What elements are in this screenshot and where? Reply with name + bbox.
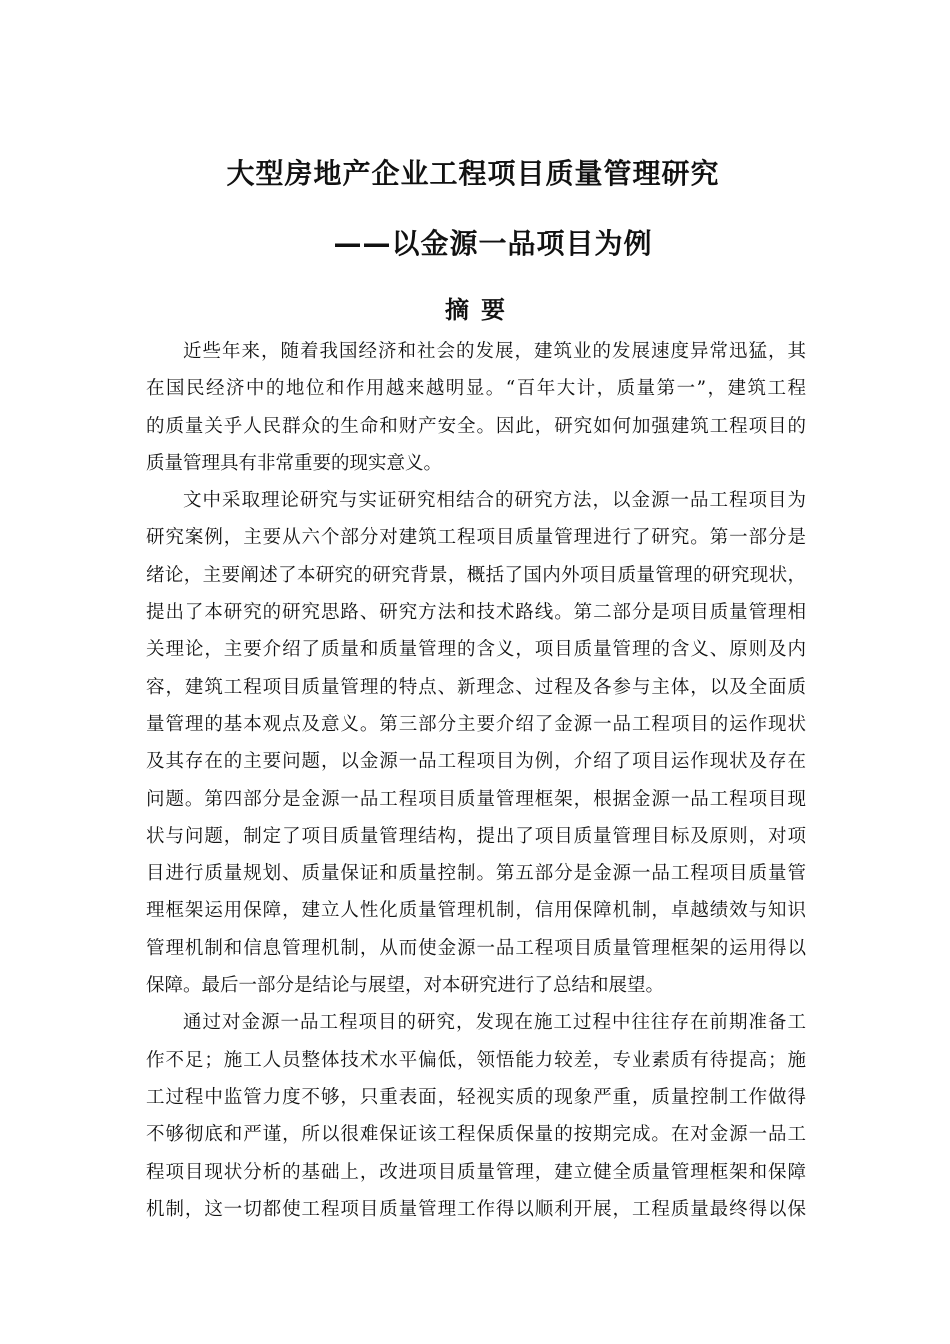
- abstract-paragraph-1: [146, 333, 806, 482]
- text-line: 不够彻底和严谨，所以很难保证该工程保质保量的按期完成。在对金源一品工: [146, 1124, 806, 1146]
- text-line: 状与问题，制定了项目质量管理结构，提出了项目质量管理目标及原则，对项: [146, 825, 806, 847]
- text-line: 容，建筑工程项目质量管理的特点、新理念、过程及各参与主体，以及全面质: [146, 676, 806, 698]
- text-line: 作不足；施工人员整体技术水平偏低，领悟能力较差，专业素质有待提高；施: [146, 1049, 806, 1071]
- text-line: 量管理的基本观点及意义。第三部分主要介绍了金源一品工程项目的运作现状: [146, 713, 806, 735]
- abstract-body: [146, 333, 806, 1228]
- text-line: 理框架运用保障，建立人性化质量管理机制，信用保障机制，卓越绩效与知识: [146, 900, 806, 922]
- text-line: 研究案例，主要从六个部分对建筑工程项目质量管理进行了研究。第一部分是: [146, 527, 806, 549]
- text-line: 程项目现状分析的基础上，改进项目质量管理，建立健全质量管理框架和保障: [146, 1161, 806, 1183]
- text-line: 绪论，主要阐述了本研究的研究背景，概括了国内外项目质量管理的研究现状，: [146, 564, 806, 586]
- abstract-heading: 摘要: [445, 296, 517, 324]
- text-line: 近些年来，随着我国经济和社会的发展，建筑业的发展速度异常迅猛，其: [183, 341, 806, 362]
- document-subtitle: ——以金源一品项目为例: [333, 227, 653, 260]
- text-line: 通过对金源一品工程项目的研究，发现在施工过程中往往存在前期准备工: [183, 1012, 806, 1034]
- text-line: 及其存在的主要问题，以金源一品工程项目为例，介绍了项目运作现状及存在: [146, 751, 806, 773]
- text-line: 机制，这一切都使工程项目质量管理工作得以顺利开展，工程质量最终得以保: [146, 1198, 806, 1220]
- text-line: 问题。第四部分是金源一品工程项目质量管理框架，根据金源一品工程项目现: [146, 788, 806, 810]
- text-line: 管理机制和信息管理机制，从而使金源一品工程项目质量管理框架的运用得以: [146, 937, 806, 959]
- text-line: 在国民经济中的地位和作用越来越明显。“百年大计，质量第一”，建筑工程: [146, 378, 806, 400]
- text-line: 的质量关乎人民群众的生命和财产安全。因此，研究如何加强建筑工程项目的: [146, 415, 806, 437]
- text-line: 关理论，主要介绍了质量和质量管理的含义，项目质量管理的含义、原则及内: [146, 639, 806, 661]
- text-line: 质量管理具有非常重要的现实意义。: [146, 452, 443, 474]
- abstract-paragraph-3: [146, 1004, 806, 1228]
- text-line: 保障。最后一部分是结论与展望，对本研究进行了总结和展望。: [146, 975, 665, 997]
- abstract-paragraph-2: [146, 482, 806, 1004]
- text-line: 文中采取理论研究与实证研究相结合的研究方法，以金源一品工程项目为: [183, 490, 806, 512]
- text-line: 目进行质量规划、质量保证和质量控制。第五部分是金源一品工程项目质量管: [146, 863, 806, 885]
- text-line: 提出了本研究的研究思路、研究方法和技术路线。第二部分是项目质量管理相: [146, 602, 806, 624]
- text-line: 工过程中监管力度不够，只重表面，轻视实质的现象严重，质量控制工作做得: [146, 1086, 806, 1108]
- document-title: 大型房地产企业工程项目质量管理研究: [226, 157, 720, 190]
